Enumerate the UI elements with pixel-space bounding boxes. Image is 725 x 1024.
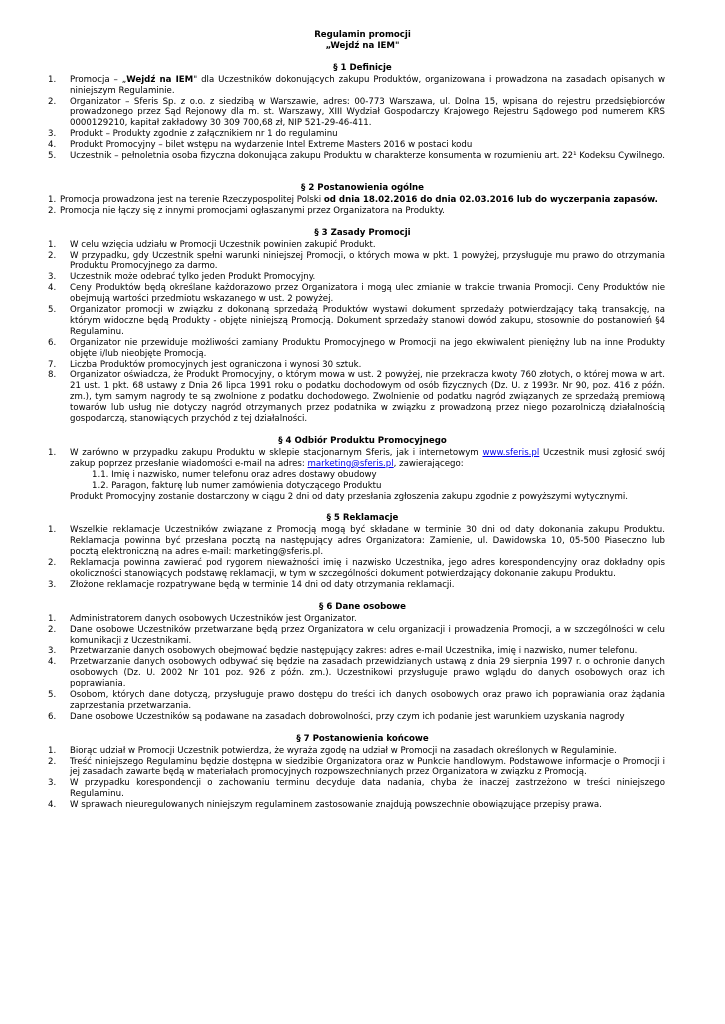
list-number: 8. <box>48 370 57 381</box>
list-text: Liczba Produktów promocyjnych jest ograniczona i wynosi 30 sztuk. <box>70 359 362 370</box>
section-6-personal-data <box>48 602 665 723</box>
sub-item: 1.2. Paragon, fakturę lub numer zamówienia dotyczącego Produktu <box>92 480 382 491</box>
list-item <box>48 525 665 558</box>
list-item <box>48 558 665 580</box>
list-number: 1. <box>48 74 57 85</box>
list-item <box>48 800 665 811</box>
list-text: Administratorem danych osobowych Uczestników jest Organizator. <box>70 613 357 624</box>
list-item <box>48 690 665 712</box>
section-5-complaints <box>48 513 665 590</box>
list-item <box>48 614 665 625</box>
list-item <box>48 272 665 283</box>
section-2-general <box>48 183 665 217</box>
list-text: Osobom, których dane dotyczą, przysługuje prawo dostępu do treści ich danych osobowych oraz prawo ich poprawiania oraz żądania zaprzestania przetwarzania. <box>70 690 665 711</box>
list-item <box>48 746 665 757</box>
list-item <box>48 251 665 273</box>
list-item <box>48 657 665 690</box>
section-title: § 4 Odbiór Produktu Promocyjnego <box>278 436 447 446</box>
complaints-list <box>48 525 665 590</box>
section-title: § 7 Postanowienia końcowe <box>296 733 429 744</box>
list-number: 6. <box>48 711 57 722</box>
list-text: Reklamacja powinna zawierać pod rygorem nieważności imię i nazwisko Uczestnika, jego adres korespondencyjny oraz dokładny opis okoliczności stanowiących podstawę reklamacji, w tym w szczególności dokument potwierdzający dokonanie zakupu Produktu. <box>70 558 665 579</box>
text-run: W zarówno w przypadku zakupu Produktu w sklepie stacjonarnym Sferis, jak i internetowym <box>70 447 483 458</box>
list-text: Organizator promocji w związku z dokonaną sprzedażą Produktów wystawi dokument sprzedaży potwierdzający taką transakcję, na którym widoczne będą Produkty - objęte niniejszą Promocją. Dokument sprzedaży stanowi dowód zakupu, stosownie do postanowień §4 Regulaminu. <box>70 305 665 337</box>
definitions-list <box>48 75 665 162</box>
list-number: 4. <box>48 657 57 668</box>
list-text <box>70 448 665 470</box>
list-number: 2. <box>48 558 57 569</box>
text-run: Uczestnik musi zgłosić swój zakup poprzez przesłanie wiadomości e-mail na adres: <box>70 447 665 469</box>
list-number: 3. <box>48 778 57 789</box>
list-number: 1. <box>48 745 57 756</box>
list-text: Złożone reklamacje rozpatrywane będą w terminie 14 dni od daty otrzymania reklamacji. <box>70 579 455 590</box>
promo-dates: od dnia 18.02.2016 do dnia 02.03.2016 lub do wyczerpania zapasów. <box>323 194 658 205</box>
list-text: W celu wzięcia udziału w Promocji Uczestnik powinien zakupić Produkt. <box>70 239 376 250</box>
list-item <box>48 448 665 470</box>
section-4-pickup <box>48 436 665 502</box>
list-item <box>48 360 665 371</box>
list-text: Treść niniejszego Regulaminu będzie dostępna w siedzibie Organizatora oraz w Punkcie handlowym. Podstawowe informacje o Promocji i jej zasadach zawarte będą w materiałach promocyjnych rozpowszechnianych przez Organizatora w związku z Promocją. <box>70 756 665 778</box>
section-3-rules <box>48 228 665 425</box>
list-item <box>48 75 665 97</box>
list-item <box>48 240 665 251</box>
list-text: Produkt – Produkty zgodnie z załącznikiem nr 1 do regulaminu <box>70 129 338 140</box>
list-number: 2. <box>48 96 57 107</box>
list-text: Ceny Produktów będą określane każdorazowo przez Organizatora i mogą ulec zmianie w trakcie trwania Promocji. Ceny Produktów nie obejmują wartości przedmiotu wskazanego w ust. 2 powyżej. <box>70 283 665 305</box>
list-text: W sprawach nieuregulowanych niniejszym regulaminem zastosowanie znajdują powszechnie obowiązujące przepisy prawa. <box>70 800 602 811</box>
list-number: 1. <box>48 239 57 250</box>
list-number: 2. <box>48 205 57 216</box>
list-text: Dane osobowe Uczestników przetwarzane będą przez Organizatora w celu organizacji i prowadzenia Promocji, a w szczególności w celu komunikacji z Uczestnikami. <box>70 624 665 646</box>
list-item <box>48 195 665 206</box>
section-title: § 5 Reklamacje <box>326 513 399 524</box>
list-number: 3. <box>48 646 57 657</box>
list-item <box>48 97 665 130</box>
list-text: Uczestnik może odebrać tylko jeden Produkt Promocyjny. <box>70 272 316 283</box>
list-text: Dane osobowe Uczestników są podawane na zasadach dobrowolności, przy czym ich podanie jest warunkiem uzyskania nagrody <box>70 711 625 722</box>
list-number: 1. <box>48 447 57 458</box>
list-item <box>48 625 665 647</box>
personal-data-list <box>48 614 665 723</box>
list-number: 7. <box>48 359 57 370</box>
text-run: , zawierającego: <box>393 458 464 469</box>
list-item <box>48 206 665 217</box>
list-text: Przetwarzanie danych osobowych odbywać się będzie na zasadach przewidzianych ustawą z dnia 29 sierpnia 1997 r. o ochronie danych osobowych (Dz. U. 2002 Nr 101 poz. 926 z późn. zm.). Uczestnikowi przysługuje prawo wglądu do danych osobowych oraz ich poprawiania. <box>70 657 665 690</box>
list-number: 4. <box>48 283 57 294</box>
list-text: W przypadku, gdy Uczestnik spełni warunki niniejszej Promocji, o których mowa w pkt. 1 powyżej, przysługuje mu prawo do otrzymania Produktu Promocyjnego za darmo. <box>70 250 665 272</box>
list-item <box>48 757 665 779</box>
list-number: 4. <box>48 140 57 151</box>
list-number: 5. <box>48 690 57 701</box>
list-item <box>48 646 665 657</box>
document-title <box>60 30 665 52</box>
list-number: 4. <box>48 800 57 811</box>
list-item <box>48 151 665 162</box>
title-line-1: Regulamin promocji <box>314 30 411 40</box>
list-item <box>48 140 665 151</box>
list-text: W przypadku korespondencji o zachowaniu terminu decyduje data nadania, chyba że inaczej zastrzeżono w treści niniejszego Regulaminu. <box>70 778 665 800</box>
list-text <box>70 75 665 97</box>
list-number: 2. <box>48 250 57 261</box>
section-1-definitions <box>48 63 665 162</box>
section-title: § 3 Zasady Promocji <box>314 227 411 238</box>
section-title: § 1 Definicje <box>333 62 392 73</box>
title-line-2: „Wejdź na IEM" <box>325 40 400 51</box>
list-number: 1. <box>48 613 57 624</box>
list-number: 3. <box>48 272 57 283</box>
list-item <box>48 580 665 591</box>
list-item <box>48 712 665 723</box>
list-text: Uczestnik – pełnoletnia osoba fizyczna dokonująca zakupu Produktu w charakterze konsumenta w rozumieniu art. 22¹ Kodeksu Cywilnego. <box>70 151 666 162</box>
list-item <box>48 283 665 305</box>
text-run: " dla Uczestników dokonujących zakupu Produktów, organizowana i prowadzona na zasadach opisanych w niniejszym Regulaminie. <box>70 74 665 96</box>
list-item <box>48 778 665 800</box>
text-run: Promocja – „ <box>70 74 127 85</box>
list-text: Wszelkie reklamacje Uczestników związane z Promocją mogą być składane w terminie 30 dni od daty dokonania zakupu Produktu. Reklamacja powinna być przesłana pocztą na następujący adres Organizatora: Zamienie, ul. Dawidowska 10, 05-500 Piaseczno lub pocztą elektroniczną na adres e-mail: marketing@sferis.pl. <box>70 525 665 558</box>
delivery-paragraph: Produkt Promocyjny zostanie dostarczony w ciągu 2 dni od daty przesłania zgłoszenia zakupu zgodnie z powyższymi wytycznymi. <box>70 491 628 502</box>
list-text <box>60 195 665 206</box>
list-number: 5. <box>48 305 57 316</box>
list-text: Biorąc udział w Promocji Uczestnik potwierdza, że wyraża zgodę na udział w Promocji na zasadach określonych w Regulaminie. <box>70 745 617 756</box>
list-number: 1. <box>48 525 57 536</box>
text-run: Promocja prowadzona jest na terenie Rzeczypospolitej Polski <box>60 194 324 205</box>
list-text: Organizator – Sferis Sp. z o.o. z siedzibą w Warszawie, adres: 00-773 Warszawa, ul. Dolna 15, wpisana do rejestru przedsiębiorców prowadzonego przez Sąd Rejonowy dla m. st. Warszawy, XIII Wydział Gospodarczy Krajowego Rejestru Sądowego pod numerem KRS 0000129210, kapitał zakładowy 30 309 700,68 zł, NIP 521-29-46-411. <box>70 96 665 129</box>
list-number: 2. <box>48 756 57 767</box>
section-7-final <box>48 734 665 811</box>
list-number: 3. <box>48 129 57 140</box>
list-text: Organizator nie przewiduje możliwości zamiany Produktu Promocyjnego w Promocji na jego ekwiwalent pieniężny lub na inne Produkty objęte i/lub nieobjęte Promocją. <box>70 337 665 359</box>
list-text: Promocja nie łączy się z innymi promocjami ogłaszanymi przez Organizatora na Produkty. <box>60 205 445 216</box>
list-number: 3. <box>48 579 57 590</box>
general-list <box>48 195 665 217</box>
list-text: Organizator oświadcza, że Produkt Promocyjny, o którym mowa w ust. 2 powyżej, nie przekracza kwoty 760 złotych, o której mowa w art. 21 ust. 1 pkt. 68 ustawy z Dnia 26 lipca 1991 roku o podatku dochodowym od osób fizycznych (Dz. U. z 1993r. Nr 90, poz. 416 z późn. zm.), tym samym nagrody te są zwolnione z podatku dochodowego. Zwolnienie od podatku nagród związanych ze sprzedażą premiową towarów lub usług nie dotyczy nagród otrzymanych przez podatnika w związku z prowadzoną przez niego pozarolniczą działalnością gospodarczą, stanowiących przychód z tej działalności. <box>70 370 665 425</box>
marketing-email-link[interactable]: marketing@sferis.pl <box>307 458 394 469</box>
list-item <box>48 338 665 360</box>
sub-item: 1.1. Imię i nazwisko, numer telefonu oraz adres dostawy obudowy <box>92 469 377 480</box>
list-item <box>48 129 665 140</box>
list-text: Produkt Promocyjny – bilet wstępu na wydarzenie Intel Extreme Masters 2016 w postaci kodu <box>70 140 473 151</box>
list-item <box>48 370 665 425</box>
rules-list <box>48 240 665 425</box>
pickup-list <box>48 448 665 470</box>
promo-name: Wejdź na IEM <box>126 74 194 85</box>
sferis-website-link[interactable]: www.sferis.pl <box>482 447 540 458</box>
list-number: 2. <box>48 624 57 635</box>
final-provisions-list <box>48 746 665 811</box>
list-number: 5. <box>48 151 57 162</box>
list-number: 6. <box>48 337 57 348</box>
list-text: Przetwarzanie danych osobowych obejmować będzie następujący zakres: adres e-mail Uczestnika, imię i nazwisko, numer telefonu. <box>70 646 638 657</box>
list-item <box>48 305 665 338</box>
section-title: § 6 Dane osobowe <box>319 601 406 612</box>
list-number: 1. <box>48 194 57 205</box>
section-title: § 2 Postanowienia ogólne <box>301 182 424 193</box>
